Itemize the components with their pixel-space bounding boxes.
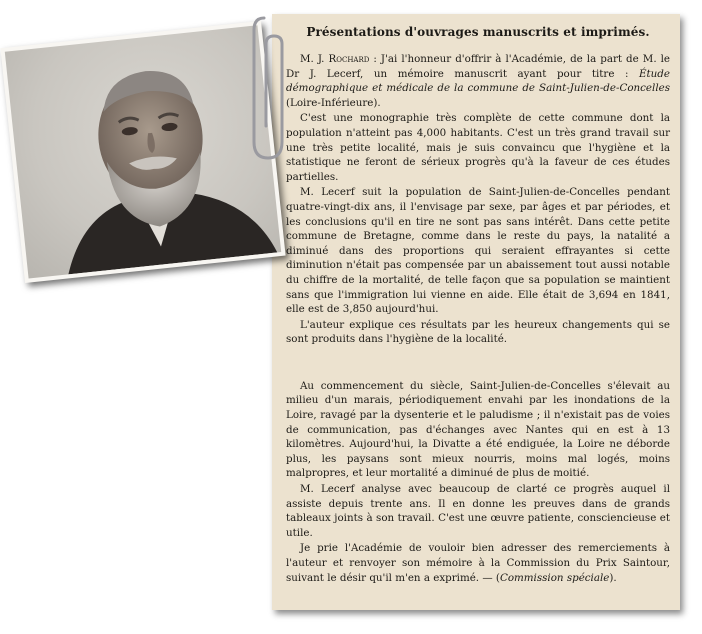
paragraph-7 [286,541,670,585]
portrait-photo [0,21,285,283]
paragraph-7-after: ). [609,571,617,584]
paragraph-2: C'est une monographie très complète de cette commune dont la population n'atteint pas 4,000 habitants. C'est un très grand travail sur une très petite localité, mais je suis convaincu que l'hygiène et la statistique ne feront de sérieux progrès qu'à la faveur de ces études partielles. [286,112,670,183]
memoir-title: Étude démographique et médicale de la commune de Saint-Julien-de-Concelles [286,67,670,95]
paragraph-5: Au commencement du siècle, Saint-Julien-de-Concelles s'élevait au milieu d'un marais, périodiquement envahi par les inondations de la Loire, ravagé par la dysenterie et le paludisme ; il n'existait pas de voies de communication, pas d'échanges avec Nantes qui en est à 13 kilomètres. Aujourd'hui, la Divatte a été endiguée, la Loire ne déborde plus, les paysans sont mieux nourris, moins mal logés, moins malpropres, et leur mortalité a diminué de plus de moitié. [286,379,670,480]
portrait-image [5,25,281,278]
paragraph-7-text: Je prie l'Académie de vouloir bien adresser des remerciements à l'auteur et renvoyer son mémoire à la Commission du Prix Saintour, suivant le désir qu'il m'en a exprimé. — ( [286,542,670,584]
paragraph-1-text: : J'ai l'honneur d'offrir à l'Académie, de la part de M. le Dr J. Lecerf, un mémoire manuscrit ayant pour titre : [286,53,671,80]
paragraph-4: L'auteur explique ces résultats par les heureux changements qui se sont produits dans l'hygiène de la localité. [286,318,670,346]
paperclip-icon [250,14,290,164]
paragraph-1-after: (Loire-Inférieure). [286,96,381,109]
document-heading: Présentations d'ouvrages manuscrits et imprimés. [306,25,650,39]
paragraph-6: M. Lecerf analyse avec beaucoup de clarté ce progrès auquel il assiste depuis trente ans. Il en donne les preuves dans de grands tableaux joints à son travail. C'est une œuvre patiente, consciencieuse et utile. [286,483,670,539]
section-gap [286,347,670,379]
commission-note: Commission spéciale [499,571,610,584]
document-page [272,14,680,610]
portrait-drawing [5,25,281,278]
photo-border [0,21,285,283]
paragraph-3: M. Lecerf suit la population de Saint-Julien-de-Concelles pendant quatre-vingt-dix ans, il l'envisage par sexe, par âges et par périodes, et les conclusions qu'il en tire ne sont pas sans intérêt. Dans cette petite commune de Bretagne, comme dans le reste du pays, la natalité a diminué dans des proportions qui seraient effrayantes si cette diminution n'était pas compensée par un abaissement tout aussi notable du chiffre de la mortalité, de telle façon que sa population se maintient sans que l'immigration lui vienne en aide. Elle était de 3,694 en 1841, elle est de 3,850 aujourd'hui. [286,186,670,316]
paragraph-1 [286,52,670,110]
speaker-name: M. J. Rochard [300,53,370,65]
